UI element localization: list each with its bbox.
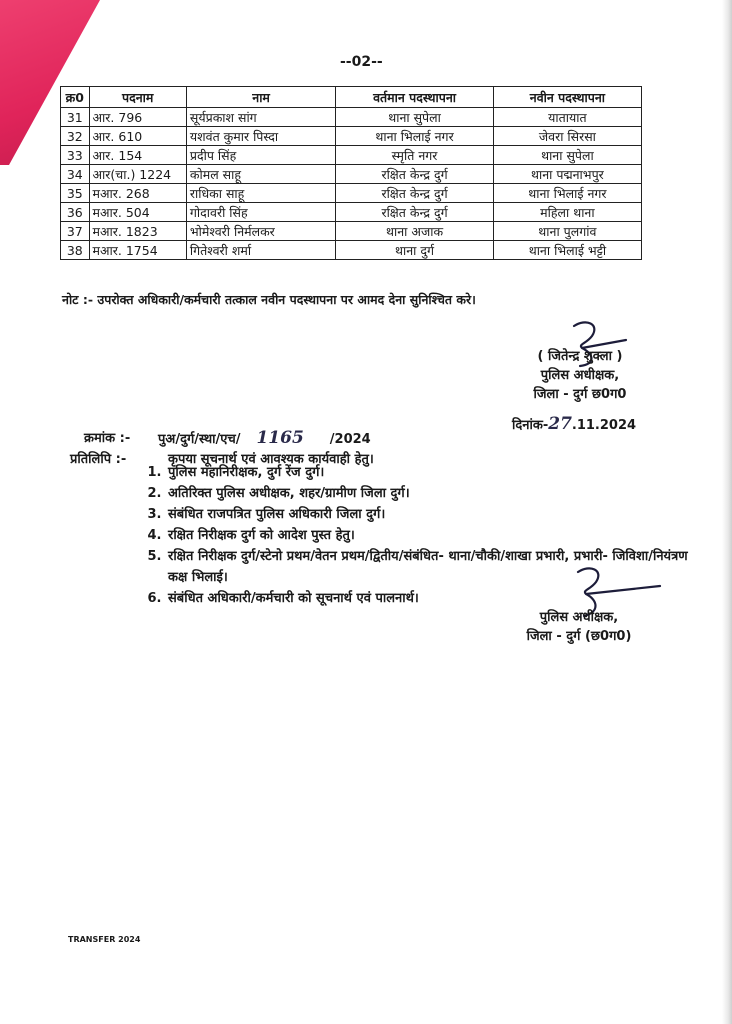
cell-serial: 33: [61, 146, 90, 165]
cell-serial: 34: [61, 165, 90, 184]
date-rest: .11.2024: [571, 418, 637, 433]
cell-serial: 35: [61, 184, 90, 203]
table-row: [61, 222, 642, 241]
cell-name: प्रदीप सिंह: [186, 146, 335, 165]
cell-new-posting: थाना भिलाई नगर: [493, 184, 641, 203]
reference-value: [158, 428, 371, 448]
table-row: [61, 108, 642, 127]
cell-name: गोदावरी सिंह: [186, 203, 335, 222]
copy-intro: कृपया सूचनार्थ एवं आवश्यक कार्यवाही हेतु।: [168, 452, 374, 467]
signatory-2-block: [514, 608, 644, 646]
signatory-2-designation: पुलिस अधीक्षक,: [539, 610, 619, 625]
signatory-1-block: [520, 347, 640, 404]
cell-post: आर. 610: [89, 127, 186, 146]
cell-post: मआर. 268: [89, 184, 186, 203]
cell-current-posting: थाना अजाक: [336, 222, 494, 241]
header-current-posting: वर्तमान पदस्थापना: [336, 87, 494, 108]
cell-current-posting: थाना सुपेला: [336, 108, 494, 127]
signatory-1-name: ( जितेन्द्र शुक्ला ): [537, 349, 623, 364]
footer-label: TRANSFER 2024: [68, 935, 141, 944]
cell-serial: 31: [61, 108, 90, 127]
cell-post: आर. 796: [89, 108, 186, 127]
reference-label: क्रमांक :-: [84, 431, 131, 446]
list-item: 2. अतिरिक्त पुलिस अधीक्षक, शहर/ग्रामीण जिला दुर्ग।: [166, 483, 696, 504]
date-prefix: दिनांक-: [512, 418, 549, 433]
header-serial: क्र0: [61, 87, 90, 108]
reference-prefix: पुअ/दुर्ग/स्था/एच/: [158, 432, 241, 447]
list-item: 4. रक्षित निरीक्षक दुर्ग को आदेश पुस्त हेतु।: [166, 525, 696, 546]
cell-name: कोमल साहू: [186, 165, 335, 184]
cell-name: सूर्यप्रकाश सांग: [186, 108, 335, 127]
transfer-table: [60, 86, 642, 260]
cell-current-posting: रक्षित केन्द्र दुर्ग: [336, 184, 494, 203]
reference-number-handwritten: 1165: [256, 428, 304, 448]
cell-name: यशवंत कुमार पिस्दा: [186, 127, 335, 146]
cell-new-posting: थाना पुलगांव: [493, 222, 641, 241]
table-header-row: [61, 87, 642, 108]
cell-serial: 36: [61, 203, 90, 222]
page-number: --02--: [340, 54, 383, 70]
cell-serial: 38: [61, 241, 90, 260]
cell-new-posting: जेवरा सिरसा: [493, 127, 641, 146]
page-edge-shadow: [722, 0, 732, 1024]
cell-name: गितेश्वरी शर्मा: [186, 241, 335, 260]
list-item: 1. पुलिस महानिरीक्षक, दुर्ग रेंज दुर्ग।: [166, 462, 696, 483]
table-row: [61, 203, 642, 222]
table-row: [61, 241, 642, 260]
header-name: नाम: [186, 87, 335, 108]
signatory-1-designation: पुलिस अधीक्षक,: [540, 368, 620, 383]
cell-new-posting: यातायात: [493, 108, 641, 127]
cell-post: मआर. 504: [89, 203, 186, 222]
date-day-handwritten: 27: [548, 414, 572, 434]
cell-name: राधिका साहू: [186, 184, 335, 203]
cell-name: भोमेश्वरी निर्मलकर: [186, 222, 335, 241]
cell-post: आर(चा.) 1224: [89, 165, 186, 184]
cell-post: आर. 154: [89, 146, 186, 165]
signatory-2-district: जिला - दुर्ग (छ0ग0): [526, 629, 632, 644]
cell-serial: 32: [61, 127, 90, 146]
signatory-1-district: जिला - दुर्ग छ0ग0: [533, 387, 627, 402]
cell-current-posting: थाना भिलाई नगर: [336, 127, 494, 146]
cell-current-posting: स्मृति नगर: [336, 146, 494, 165]
header-new-posting: नवीन पदस्थापना: [493, 87, 641, 108]
header-post: पदनाम: [89, 87, 186, 108]
table-row: [61, 146, 642, 165]
cell-new-posting: थाना भिलाई भट्टी: [493, 241, 641, 260]
list-item: 6. संबंधित अधिकारी/कर्मचारी को सूचनार्थ एवं पालनार्थ।: [166, 588, 696, 609]
table-row: [61, 184, 642, 203]
copy-label: प्रतिलिपि :-: [70, 452, 127, 467]
note-text: नोट :- उपरोक्त अधिकारी/कर्मचारी तत्काल नवीन पदस्थापना पर आमद देना सुनिश्चित करे।: [62, 292, 476, 307]
table-body: [61, 108, 642, 260]
cell-post: मआर. 1754: [89, 241, 186, 260]
table-row: [61, 127, 642, 146]
list-item: 5. रक्षित निरीक्षक दुर्ग/स्टेनो प्रथम/वेतन प्रथम/द्वितीय/संबंधित- थाना/चौकी/शाखा प्रभारी, प्रभारी- जिविशा/नियंत्रण कक्ष भिलाई।: [166, 546, 696, 588]
date-line: [512, 414, 636, 434]
cell-current-posting: थाना दुर्ग: [336, 241, 494, 260]
list-item: 3. संबंधित राजपत्रित पुलिस अधिकारी जिला दुर्ग।: [166, 504, 696, 525]
cell-current-posting: रक्षित केन्द्र दुर्ग: [336, 203, 494, 222]
cell-current-posting: रक्षित केन्द्र दुर्ग: [336, 165, 494, 184]
table-row: [61, 165, 642, 184]
reference-year: /2024: [329, 432, 371, 447]
cell-new-posting: महिला थाना: [493, 203, 641, 222]
cell-post: मआर. 1823: [89, 222, 186, 241]
cell-serial: 37: [61, 222, 90, 241]
cell-new-posting: थाना सुपेला: [493, 146, 641, 165]
cell-new-posting: थाना पद्मनाभपुर: [493, 165, 641, 184]
